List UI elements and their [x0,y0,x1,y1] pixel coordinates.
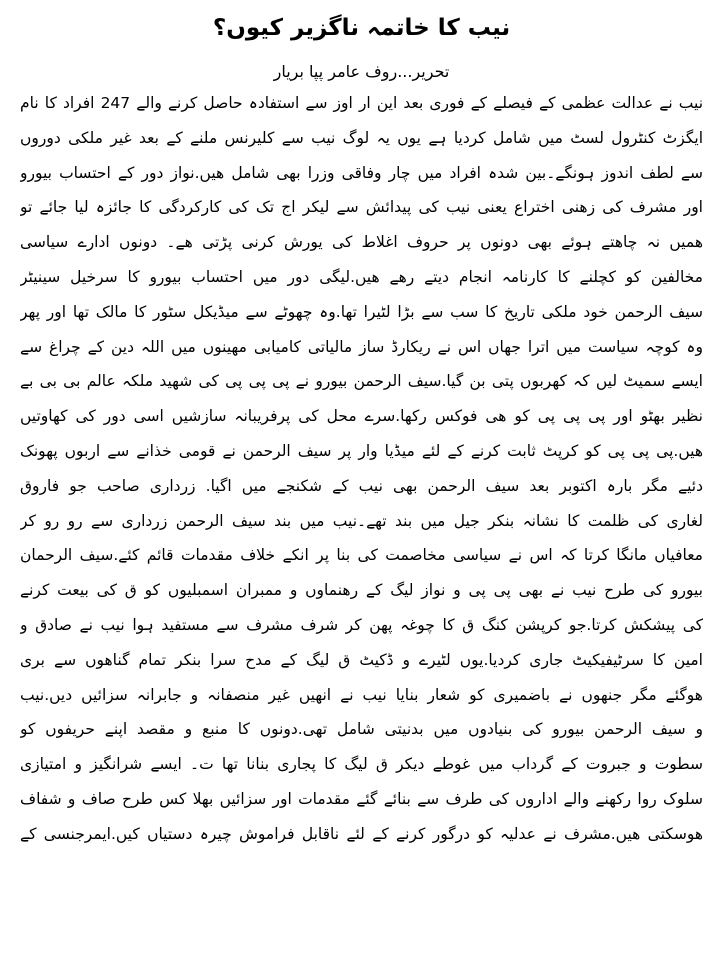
article-line: ھیں.پی پی پی کو کرپٹ ثابت کرنے کے لئے میڈیا وار پر سیف الرحمن نے قومی خذانے سے اربوں پھونک [20,441,703,460]
article-line: ھوسکتی ھیں.مشرف نے عدلیہ کو درگور کرنے کے لئے ناقابل فراموش چیرہ دستیاں کیں.ایمرجنسی کے [20,824,703,843]
article-line: مخالفین کو کچلنے کا کارنامہ انجام دیتے رھے ھیں.لیگی دور میں احتساب بیورو کا سرخیل سینیٹر [20,267,703,286]
article-line: ایگزٹ کنٹرول لسٹ میں شامل کردیا ہے یوں یہ لوگ نیب سے کلیرنس ملنے کے بعد غیر ملکی دوروں [20,128,703,147]
article-line: بیورو کی طرح نیب نے بھی پی پی و نواز لیگ کے رھنماوں و ممبران اسمبلیوں کو ق کی بیعت کرنے [20,581,703,600]
article-body [20,86,703,852]
article-line: اور مشرف کی زھنی اختراع یعنی نیب کی پیدائش سے لیکر اج تک کی کارکردگی کا جائزہ لیا جائے تو [20,198,703,217]
article-byline: تحریر...روف عامر پپا بریار [273,62,450,81]
article-line: نیب نے عدالت عظمی کے فیصلے کے فوری بعد این ار اوز سے استفادہ حاصل کرنے والے 247 افراد کا نام [20,94,703,112]
article-line: وہ کوچہ سیاست میں اترا جھاں اس نے ریکارڈ ساز مالیاتی کامیابی مھینوں میں اللہ دین کے چراغ سے [20,337,703,356]
article-line: و سیف الرحمن بیورو کی بنیادوں میں بدنیتی شامل تھی.دونوں کا منبع و مقصد اپنے حریفوں کو [20,720,703,739]
article-line: سلوک روا رکھنے والے اداروں کی طرف سے بنائے گئے مقدمات اور سزائیں بھلا کس طرح صاف و شفاف [20,789,703,808]
article-line: امین کا سرٹیفیکیٹ جاری کردیا.یوں لٹیرے و ڈکیٹ ق لیگ کے مدح سرا بنکر تمام گناھوں سے بری [20,650,703,669]
article-line: سطوت و جبروت کے گرداب میں غوطے دیکر ق لیگ کا پجاری بنانا تھا ت۔ ایسے شرانگیز و امتیازی [20,755,703,774]
article-line: ایسے سمیٹ لیں کہ کھربوں پتی بن گیا.سیف الرحمن بیورو نے پی پی پی کی شھید ملکہ عالم بی بی بے [20,372,703,391]
article-line: دئیے مگر بارہ اکتوبر بعد سیف الرحمن بھی نیب کے شکنجے میں اگیا. زرداری صاحب جو فاروق [20,476,703,495]
article-line: نظیر بھٹو اور پی پی پی کو ھی فوکس رکھا.سرے محل کی پرفریبانہ سازشیں اسی دور کی کھاوتیں [20,407,703,426]
article-line: معافیاں مانگا کرتا کہ اس نے سیاسی مخاصمت کی بنا پر انکے خلاف مقدمات قائم کئے.سیف الرحمان [20,546,703,565]
article-title: نیب کا خاتمہ ناگزیر کیوں؟ [212,15,511,41]
article-line: ھمیں نہ چاھتے ہوئے بھی دونوں پر حروف اغلاط کی یورش کرنی پڑتی ھے۔ دونوں ادارے سیاسی [20,233,703,252]
article-line: سے لطف اندوز ہونگے۔بین شدہ افراد میں چار وفاقی وزرا بھی شامل ھیں.نواز دور کے احتساب بیورو [20,163,703,182]
article-line: ھوگئے مگر جنھوں نے باضمیری کو شعار بنایا نیب نے انھیں غیر منصفانہ و جابرانہ سزائیں دیں.نیب [20,685,703,704]
article-line: لغاری کی ظلمت کا نشانہ بنکر جیل میں بند تھے۔نیب میں بند سیف الرحمن زرداری سے رو رو کر [20,511,703,530]
article-line: سیف الرحمن خود ملکی تاریخ کا سب سے بڑا لٹیرا تھا.وہ چھوٹے سے میڈیکل سٹور کا مالک تھا اور پھر [20,302,703,321]
article-line: کی پیشکش کرتا.جو کرپشن کنگ ق کا چوغہ پھن کر شرف مشرف سے مستفید ہوا نیب نے صادق و [20,615,703,634]
